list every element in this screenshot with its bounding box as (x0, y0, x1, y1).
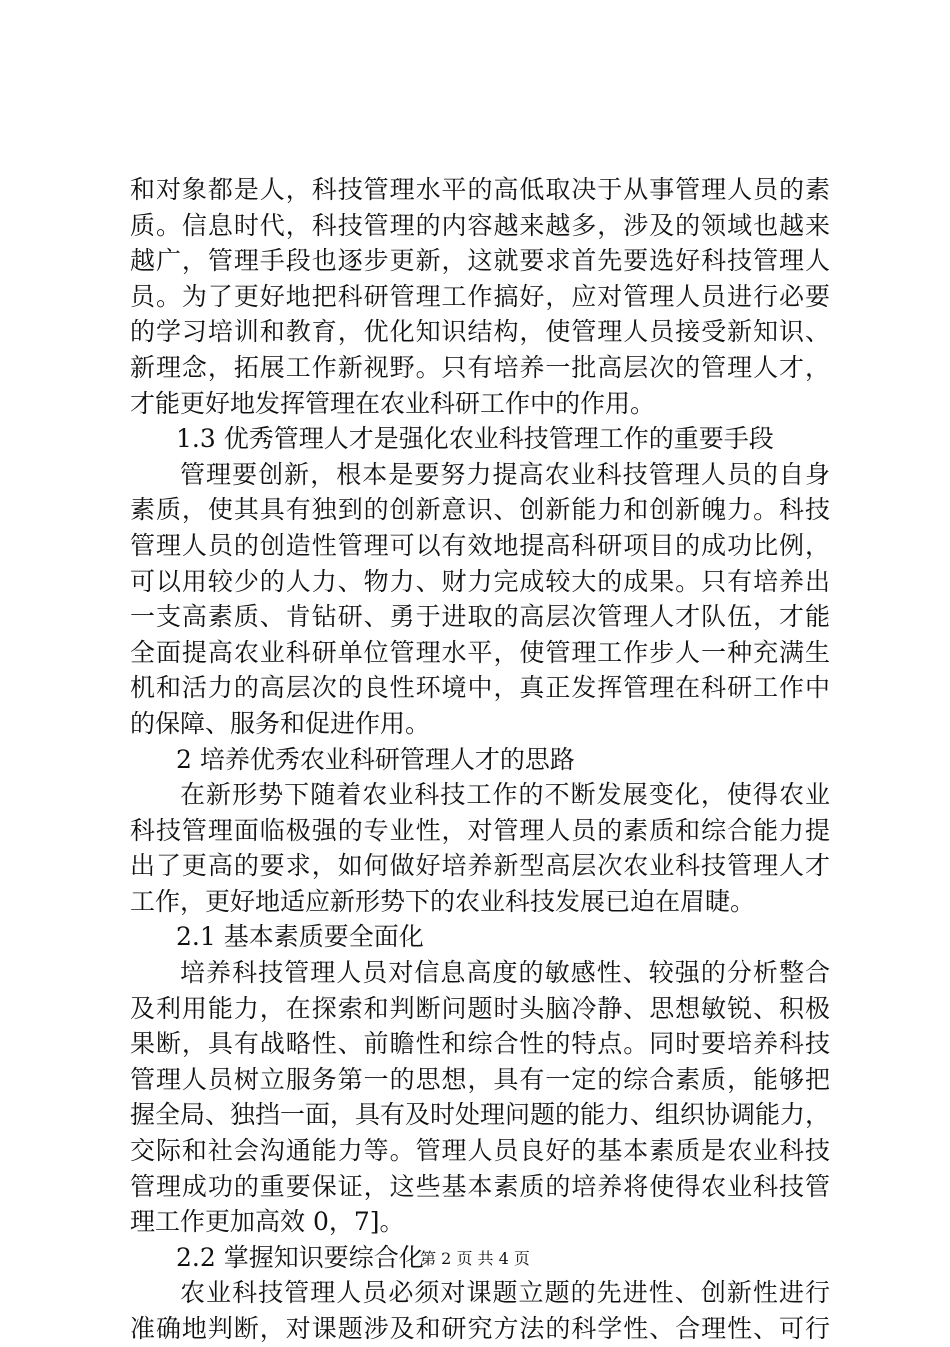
body-line: 出了更高的要求，如何做好培养新型高层次农业科技管理人才 (130, 851, 830, 881)
body-line: 管理成功的重要保证，这些基本素质的培养将使得农业科技管 (130, 1171, 830, 1201)
paragraph-last-line: 才能更好地发挥管理在农业科研工作中的作用。 (130, 388, 656, 418)
section-heading: 2.1 基本素质要全面化 (176, 922, 424, 952)
body-line: 握全局、独挡一面，具有及时处理问题的能力、组织协调能力， (130, 1100, 830, 1130)
paragraph-first-line: 管理要创新，根本是要努力提高农业科技管理人员的自身 (180, 459, 830, 489)
paragraph-last-line: 的保障、服务和促进作用。 (130, 708, 431, 738)
paragraph-first-line: 在新形势下随着农业科技工作的不断发展变化，使得农业 (180, 780, 830, 810)
body-line: 果断，具有战略性、前瞻性和综合性的特点。同时要培养科技 (130, 1029, 830, 1059)
body-line: 管理人员的创造性管理可以有效地提高科研项目的成功比例， (130, 530, 830, 560)
document-body (130, 172, 830, 1347)
body-line: 新理念，拓展工作新视野。只有培养一批高层次的管理人才， (130, 352, 830, 382)
body-line: 的学习培训和教育，优化知识结构，使管理人员接受新知识、 (130, 317, 830, 347)
paragraph-last-line: 工作，更好地适应新形势下的农业科技发展已迫在眉睫。 (130, 886, 756, 916)
body-line: 全面提高农业科研单位管理水平，使管理工作步人一种充满生 (130, 637, 830, 667)
body-line: 可以用较少的人力、物力、财力完成较大的成果。只有培养出 (130, 566, 830, 596)
body-line: 机和活力的高层次的良性环境中，真正发挥管理在科研工作中 (130, 673, 830, 703)
body-line: 科技管理面临极强的专业性，对管理人员的素质和综合能力提 (130, 815, 830, 845)
body-line: 质。信息时代，科技管理的内容越来越多，涉及的领域也越来 (130, 210, 830, 240)
paragraph-first-line: 培养科技管理人员对信息高度的敏感性、较强的分析整合 (180, 958, 830, 988)
body-line: 一支高素质、肯钻研、勇于进取的高层次管理人才队伍，才能 (130, 602, 830, 632)
body-line: 管理人员树立服务第一的思想，具有一定的综合素质，能够把 (130, 1064, 830, 1094)
paragraph-last-line: 理工作更加高效 0，7]。 (130, 1207, 405, 1237)
body-line: 和对象都是人，科技管理水平的高低取决于从事管理人员的素 (130, 175, 830, 204)
body-line: 及利用能力，在探索和判断问题时头脑冷静、思想敏锐、积极 (130, 993, 830, 1023)
section-heading: 2 培养优秀农业科研管理人才的思路 (176, 744, 575, 774)
paragraph-first-line: 农业科技管理人员必须对课题立题的先进性、创新性进行 (180, 1278, 830, 1308)
body-line: 越广，管理手段也逐步更新，这就要求首先要选好科技管理人 (130, 246, 830, 276)
body-line: 素质，使其具有独到的创新意识、创新能力和创新魄力。科技 (130, 495, 830, 525)
body-line: 员。为了更好地把科研管理工作搞好，应对管理人员进行必要 (130, 281, 830, 311)
body-line: 交际和社会沟通能力等。管理人员良好的基本素质是农业科技 (130, 1136, 830, 1166)
section-heading: 2.2 掌握知识要综合化 (176, 1242, 424, 1272)
body-line: 准确地判断，对课题涉及和研究方法的科学性、合理性、可行 (130, 1314, 830, 1343)
section-heading: 1.3 优秀管理人才是强化农业科技管理工作的重要手段 (176, 424, 774, 454)
page-footer: 第 2 页 共 4 页 (420, 1249, 530, 1268)
